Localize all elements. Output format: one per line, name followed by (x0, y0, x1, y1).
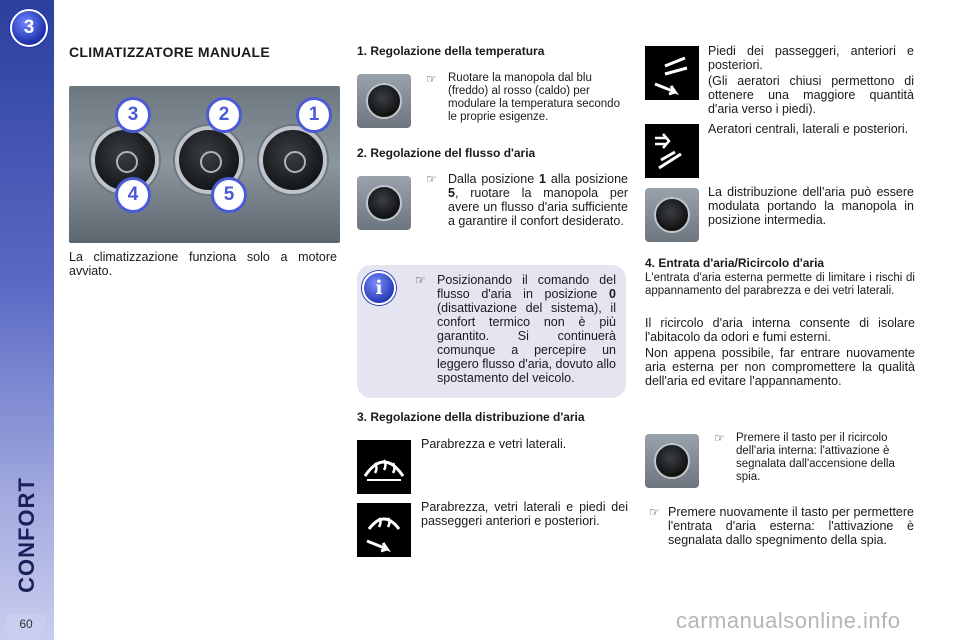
section-4-title: 4. Entrata d'aria/Ricircolo d'aria (645, 256, 825, 270)
page-title: CLIMATIZZATORE MANUALE (69, 44, 271, 60)
section-2-title: 2. Regolazione del flusso d'aria (357, 146, 536, 160)
section-4-p3: Non appena possibile, far entrare nuovamente aria esterna per non compromettere la qualità dell'aria ed evitare l'appannamento. (645, 346, 915, 388)
distribution-knob-thumb (645, 188, 699, 242)
info-text-a: Posizionando il comando del flusso d'aria in posizione (437, 273, 616, 301)
recirculation-button-thumb (645, 434, 699, 488)
intro-text: La climatizzazione funziona solo a motore avviato. (69, 250, 337, 278)
pointer-icon: ☞ (714, 431, 725, 445)
section-4-p2: Il ricircolo d'aria interna consente di isolare l'abitacolo da odori e fumi esterni. (645, 316, 915, 344)
photo-badge-3: 3 (115, 97, 151, 133)
pointer-icon: ☞ (426, 72, 437, 86)
feet-text-1: Piedi dei passeggeri, anteriori e posteriori. (708, 44, 914, 72)
section-2-text-b: alla posizione (546, 172, 629, 186)
info-num: 0 (609, 287, 616, 301)
windshield-feet-icon (357, 503, 411, 557)
info-icon: i (362, 271, 396, 305)
windshield-defrost-icon (357, 440, 411, 494)
photo-badge-2: 2 (206, 97, 242, 133)
info-text-b: (disattivazione del sistema), il confort termico non è più garantito. Si continuerà comunque a percepire un leggero flusso d'aria, dovuto allo spostamento del veicolo. (437, 301, 616, 385)
distribution-item-2: Parabrezza, vetri laterali e piedi dei passeggeri anteriori e posteriori. (421, 500, 628, 528)
section-3-title: 3. Regolazione della distribuzione d'aria (357, 410, 585, 424)
recirculation-press-text: Premere il tasto per il ricircolo dell'aria interna: l'attivazione è segnalata dall'accensione della spia. (736, 432, 895, 483)
photo-badge-4: 4 (115, 177, 151, 213)
info-text (437, 273, 616, 385)
photo-badge-5: 5 (211, 177, 247, 213)
section-2-text (448, 172, 628, 228)
page-number: 60 (6, 614, 46, 634)
chapter-title-vertical (2, 470, 52, 600)
pointer-icon: ☞ (415, 273, 426, 287)
feet-airflow-icon (645, 46, 699, 100)
distribution-item-1: Parabrezza e vetri laterali. (421, 437, 567, 451)
control-panel-photo (69, 86, 340, 243)
section-2-num-b: 5 (448, 186, 455, 200)
chapter-number-badge: 3 (10, 9, 48, 47)
section-2-text-c: , ruotare la manopola per avere un flusso d'aria sufficiente a garantire il confort desiderato. (448, 186, 628, 228)
section-1-text: Ruotare la manopola dal blu (freddo) al rosso (caldo) per modulare la temperatura secondo le proprie esigenze. (448, 72, 620, 123)
central-vents-text: Aeratori centrali, laterali e posteriori. (708, 122, 909, 136)
photo-badge-1: 1 (296, 97, 332, 133)
modulate-text: La distribuzione dell'aria può essere modulata portando la manopola in posizione intermedia. (708, 185, 914, 227)
temperature-knob-thumb (357, 74, 411, 128)
central-vents-icon (645, 124, 699, 178)
pointer-icon: ☞ (649, 505, 660, 519)
external-air-press-text: Premere nuovamente il tasto per permettere l'entrata d'aria esterna: l'attivazione è segnalata dallo spegnimento della spia. (668, 505, 914, 547)
pointer-icon: ☞ (426, 172, 437, 186)
section-4-p1: L'entrata d'aria esterna permette di limitare i rischi di appannamento del parabrezza e dei vetri laterali. (645, 272, 915, 297)
airflow-knob-thumb (357, 176, 411, 230)
temperature-knob (259, 126, 327, 194)
section-2-text-a: Dalla posizione (448, 172, 540, 186)
watermark: carmanualsonline.info (676, 608, 901, 633)
section-2-num-a: 1 (539, 172, 546, 186)
section-1-title: 1. Regolazione della temperatura (357, 44, 545, 58)
chapter-title: CONFORT (14, 477, 39, 593)
feet-text-2: (Gli aeratori chiusi permettono di ottenere una maggiore quantità d'aria verso i piedi). (708, 74, 914, 116)
